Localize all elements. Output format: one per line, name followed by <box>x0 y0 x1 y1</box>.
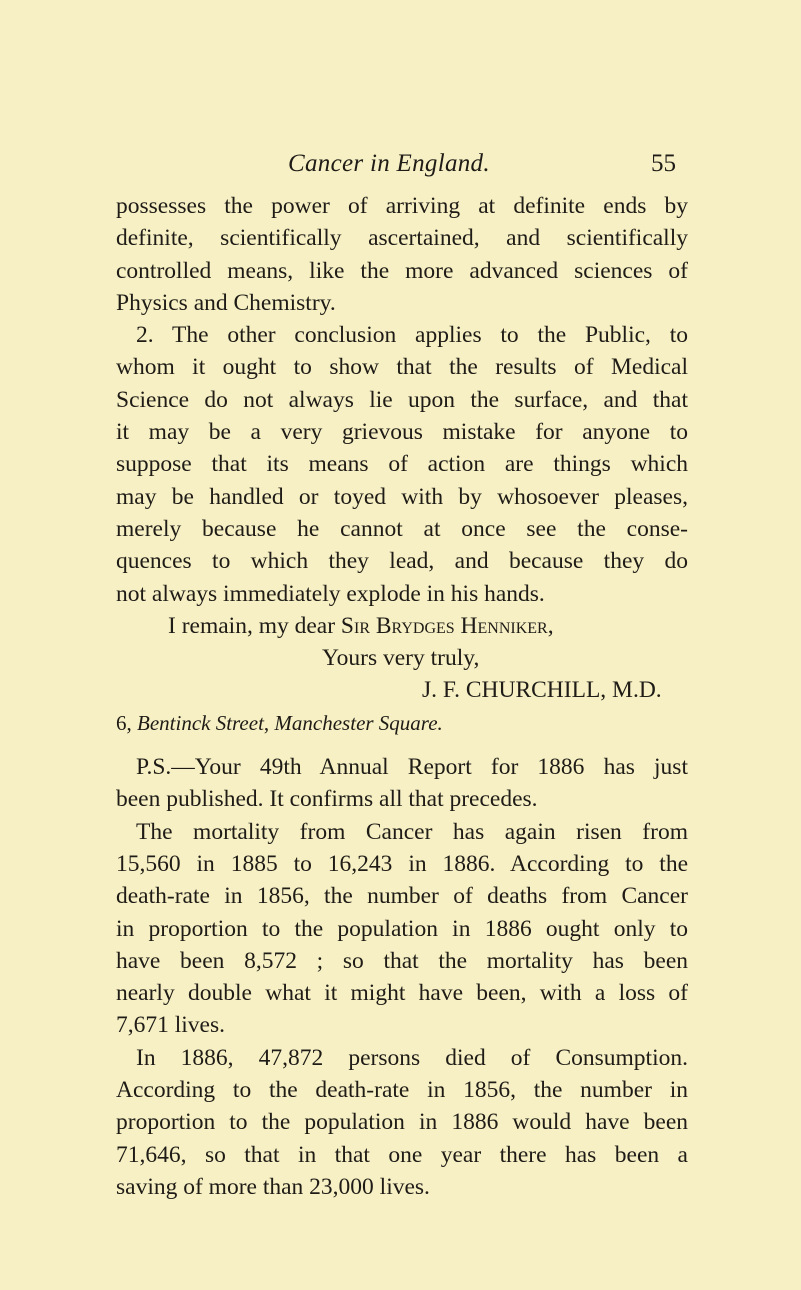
valediction: Yours very truly, <box>322 645 480 672</box>
text-line: death-rate in 1856, the number of deaths from Cancer <box>116 883 688 910</box>
page-header <box>0 150 801 184</box>
text-line: it may be a very grievous mistake for anyone to <box>116 419 688 446</box>
salutation-text: I remain, my dear <box>168 612 341 639</box>
text-line: 2. The other conclusion applies to the Public, to <box>136 322 688 349</box>
text-line: Science do not always lie upon the surface, and that <box>116 386 688 413</box>
text-line: nearly double what it might have been, with a loss of <box>116 980 688 1007</box>
signature-name: J. F. CHURCHILL, M.D. <box>422 677 662 704</box>
text-line: saving of more than 23,000 lives. <box>116 1173 430 1200</box>
text-line: proportion to the population in 1886 would have been <box>116 1109 688 1136</box>
text-line: 15,560 in 1885 to 16,243 in 1886. According to the <box>116 850 688 877</box>
page-number: 55 <box>651 150 676 177</box>
text-line: possesses the power of arriving at definite ends by <box>116 193 688 219</box>
text-line: 7,671 lives. <box>116 1012 226 1039</box>
text-line: Physics and Chemistry. <box>116 289 336 316</box>
text-line: 71,646, so that in that one year there has been a <box>116 1141 688 1168</box>
sender-address <box>116 707 688 739</box>
text-line: P.S.—Your 49th Annual Report for 1886 has just <box>136 754 688 781</box>
text-line: been published. It confirms all that precedes. <box>116 786 538 813</box>
address-separator: , <box>263 710 275 735</box>
text-line: have been 8,572 ; so that the mortality has been <box>116 947 688 974</box>
running-title: Cancer in England. <box>288 150 490 177</box>
section-gap <box>116 739 688 751</box>
page-body <box>116 190 688 1203</box>
text-line: definite, scientifically ascertained, and scientifically <box>116 225 688 252</box>
text-line: In 1886, 47,872 persons died of Consumption. <box>136 1044 688 1071</box>
text-line: controlled means, like the more advanced sciences of <box>116 257 688 284</box>
address-number: 6, <box>116 710 137 735</box>
text-line: in proportion to the population in 1886 ought only to <box>116 915 688 942</box>
closing-salutation <box>116 610 688 642</box>
text-line: whom it ought to show that the results of Medical <box>116 354 688 381</box>
text-line: not always immediately explode in his hands. <box>116 580 545 607</box>
text-line: The mortality from Cancer has again risen from <box>136 818 688 845</box>
text-line: suppose that its means of action are things which <box>116 451 688 478</box>
text-line: merely because he cannot at once see the conse- <box>116 515 688 542</box>
addressee-name: Sir Brydges Henniker, <box>340 612 554 639</box>
address-square: Manchester Square. <box>274 710 443 735</box>
address-street: Bentinck Street <box>137 710 264 735</box>
text-line: quences to which they lead, and because they do <box>116 548 688 575</box>
text-line: may be handled or toyed with by whosoever pleases, <box>116 483 688 510</box>
text-line: According to the death-rate in 1856, the number in <box>116 1077 688 1104</box>
